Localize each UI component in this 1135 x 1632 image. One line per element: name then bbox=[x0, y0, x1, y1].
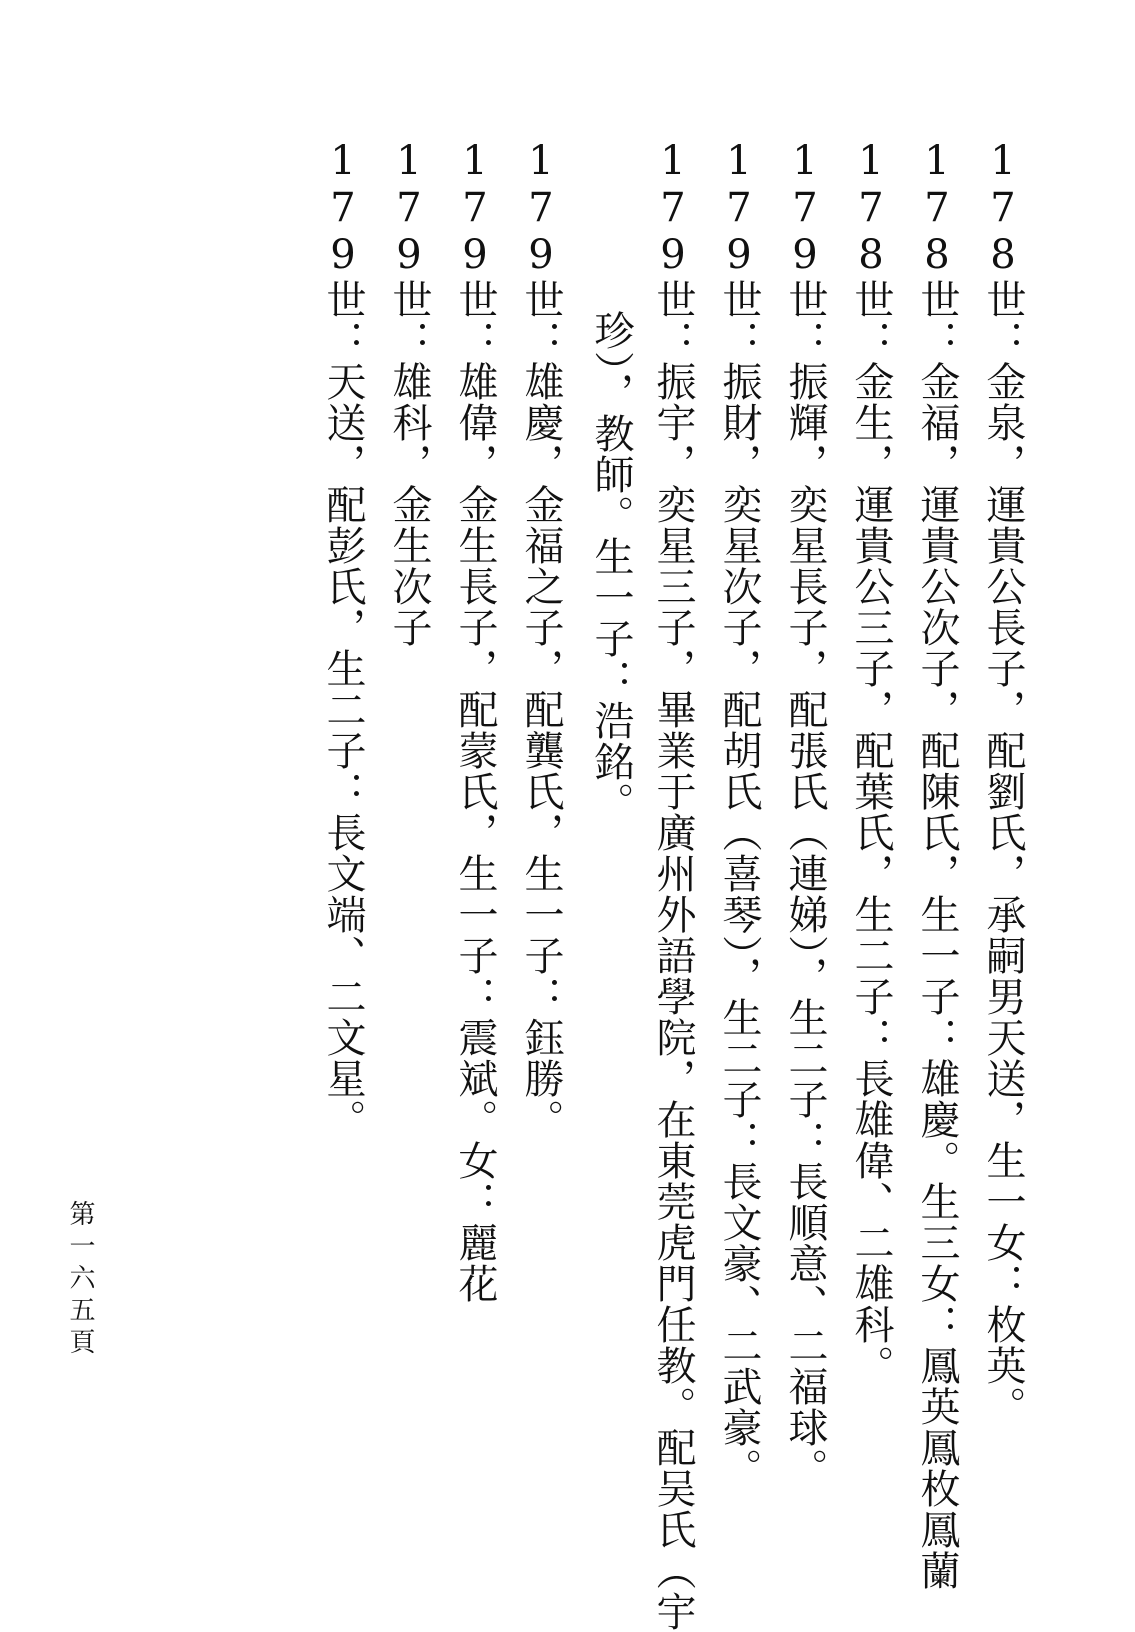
genealogy-entry: 179世：雄偉，金生長子，配蒙氏，生一子：震斌。女：麗花 bbox=[452, 138, 498, 1304]
genealogy-entry: 178世：金泉，運貴公長子，配劉氏，承嗣男天送，生一女：枚英。 bbox=[980, 138, 1026, 1427]
page-number: 第一六五頁 bbox=[65, 1200, 95, 1360]
genealogy-entry: 179世：振宇，奕星三子，畢業于廣州外語學院，在東莞虎門任教。配吴氏（宇 bbox=[650, 138, 696, 1632]
genealogy-entry-continuation: 珍），教師。生一子：浩銘。 bbox=[588, 310, 634, 823]
genealogy-entry: 179世：雄慶，金福之子，配龔氏，生一子：鈺勝。 bbox=[518, 138, 564, 1140]
genealogy-entry: 179世：振財，奕星次子，配胡氏（喜琴），生二子：長文豪、二武豪。 bbox=[716, 138, 762, 1489]
genealogy-entry: 179世：雄科，金生次子 bbox=[386, 138, 432, 648]
genealogy-entry: 178世：金生，運貴公三子，配葉氏，生二子：長雄偉、二雄科。 bbox=[848, 138, 894, 1386]
genealogy-entry: 178世：金福，運貴公次子，配陳氏，生一子：雄慶。生三女：鳳英鳳枚鳳蘭 bbox=[914, 138, 960, 1591]
genealogy-entry: 179世：振輝，奕星長子，配張氏（連娣），生二子：長順意、二福球。 bbox=[782, 138, 828, 1489]
genealogy-entry: 179世：天送，配彭氏，生二子：長文端、二文星。 bbox=[320, 138, 366, 1140]
